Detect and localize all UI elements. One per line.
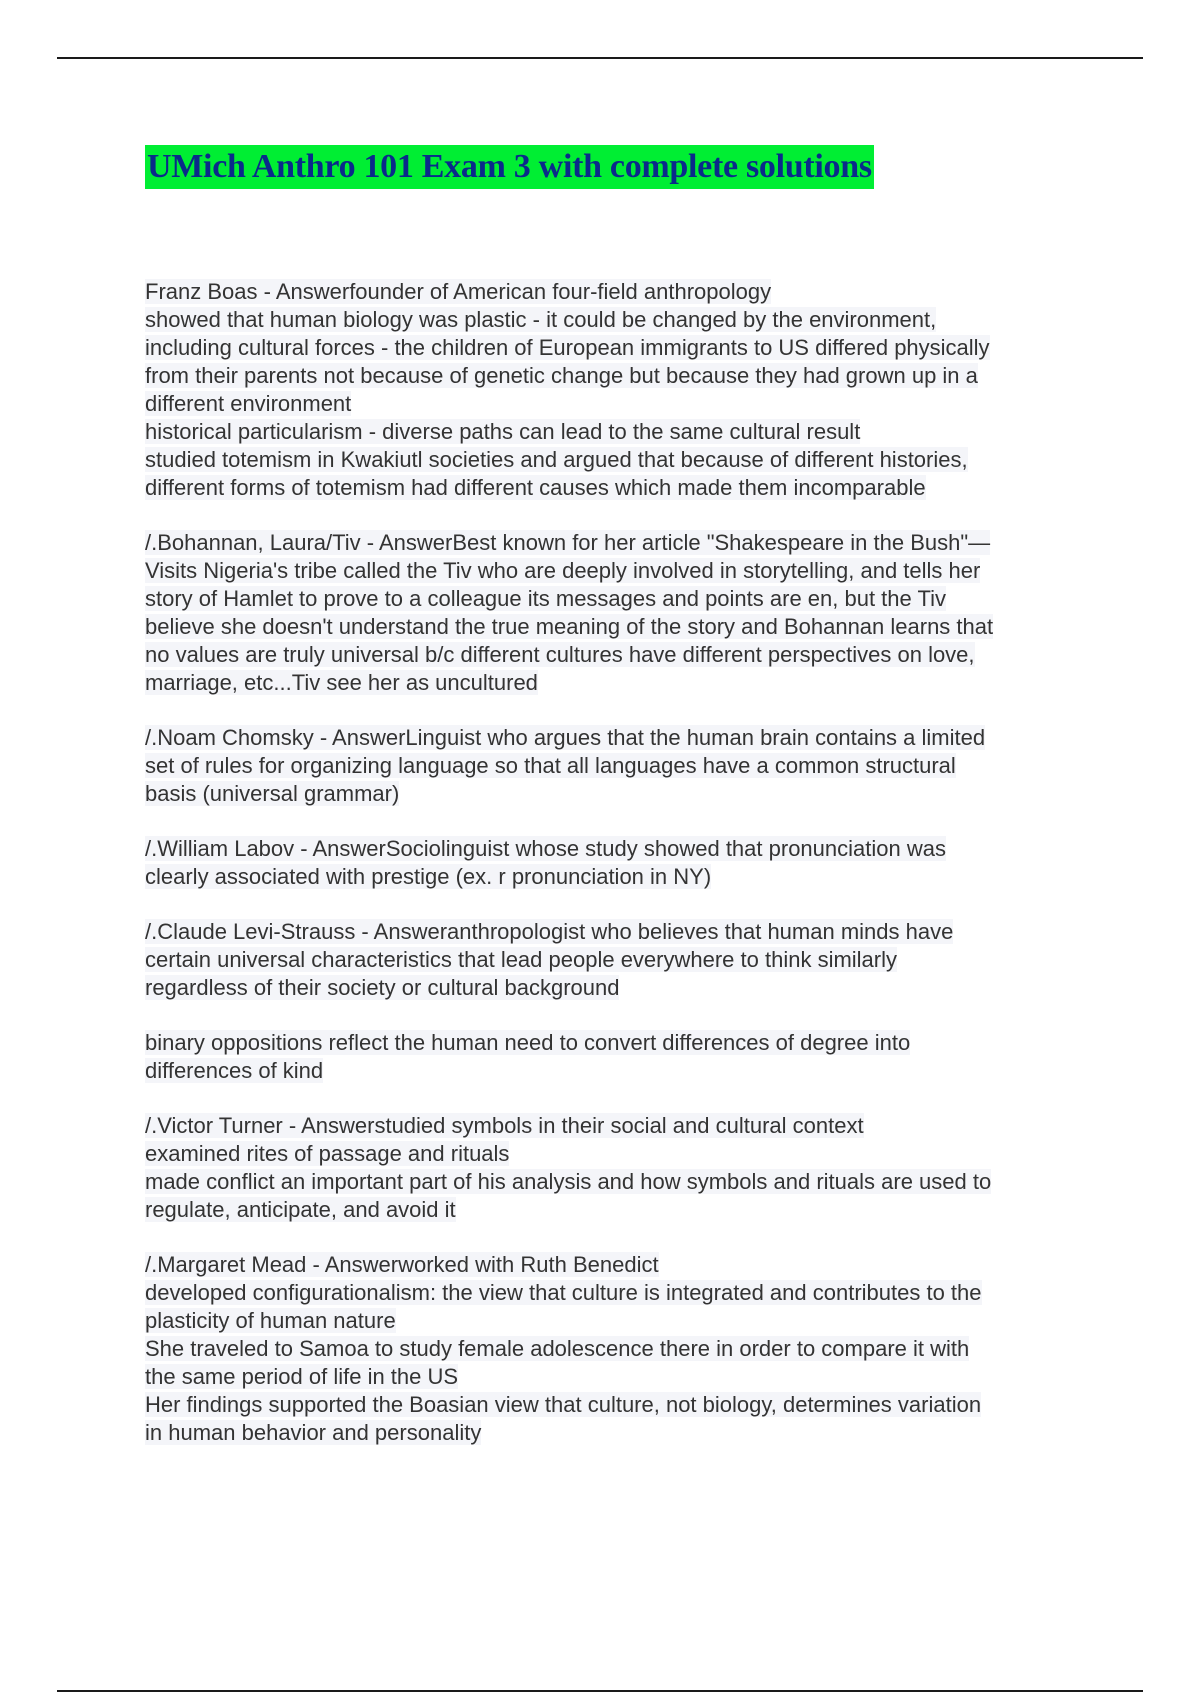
title-block <box>145 145 874 189</box>
entry-line <box>145 669 1085 697</box>
entry-line-text: regulate, anticipate, and avoid it <box>145 1197 456 1222</box>
entry-line-text: certain universal characteristics that lead people everywhere to think similarly <box>145 947 898 972</box>
entry-line <box>145 613 1085 641</box>
entry-line-text: She traveled to Samoa to study female adolescence there in order to compare it with <box>145 1336 970 1361</box>
entry-line-text: Franz Boas - Answerfounder of American four-field anthropology <box>145 279 772 304</box>
entry-line <box>145 474 1085 502</box>
entry-line-text: /.Noam Chomsky - AnswerLinguist who argues that the human brain contains a limited <box>145 725 986 750</box>
entry-line-text: clearly associated with prestige (ex. r pronunciation in NY) <box>145 864 712 889</box>
entry-line <box>145 780 1085 808</box>
bottom-rule <box>57 1690 1143 1692</box>
entry-line <box>145 974 1085 1002</box>
entry-line-text: believe she doesn't understand the true meaning of the story and Bohannan learns that <box>145 614 994 639</box>
entry-line-text: differences of kind <box>145 1058 324 1083</box>
entry-line-text: showed that human biology was plastic - it could be changed by the environment, <box>145 307 937 332</box>
entry-line <box>145 557 1085 585</box>
entry-line <box>145 418 1085 446</box>
qa-entry <box>145 724 1085 808</box>
entry-line <box>145 918 1085 946</box>
entry-line-text: binary oppositions reflect the human need to convert differences of degree into <box>145 1030 911 1055</box>
document-title: UMich Anthro 101 Exam 3 with complete solutions <box>145 145 874 189</box>
qa-entry <box>145 835 1085 891</box>
entry-line <box>145 641 1085 669</box>
entry-line-text: the same period of life in the US <box>145 1364 459 1389</box>
entry-line-text: including cultural forces - the children of European immigrants to US differed physically <box>145 335 990 360</box>
entry-line <box>145 390 1085 418</box>
qa-entry <box>145 1029 1085 1085</box>
entry-line <box>145 585 1085 613</box>
entry-line <box>145 752 1085 780</box>
entry-line-text: marriage, etc...Tiv see her as uncultured <box>145 670 538 695</box>
entry-line-text: regardless of their society or cultural background <box>145 975 620 1000</box>
top-rule <box>57 57 1143 59</box>
entry-line <box>145 362 1085 390</box>
entry-line <box>145 1168 1085 1196</box>
entry-line-text: examined rites of passage and rituals <box>145 1141 510 1166</box>
entry-line-text: plasticity of human nature <box>145 1308 396 1333</box>
entry-line-text: /.William Labov - AnswerSociolinguist whose study showed that pronunciation was <box>145 836 946 861</box>
entry-line <box>145 446 1085 474</box>
qa-entry <box>145 918 1085 1002</box>
entry-line-text: studied totemism in Kwakiutl societies and argued that because of different histories, <box>145 447 968 472</box>
entry-line <box>145 529 1085 557</box>
qa-entry <box>145 278 1085 502</box>
entry-line <box>145 1391 1085 1419</box>
entry-line <box>145 1335 1085 1363</box>
entry-line-text: story of Hamlet to prove to a colleague its messages and points are en, but the Tiv <box>145 586 946 611</box>
entry-line-text: in human behavior and personality <box>145 1420 482 1445</box>
entry-line-text: made conflict an important part of his analysis and how symbols and rituals are used to <box>145 1169 992 1194</box>
entry-line-text: basis (universal grammar) <box>145 781 400 806</box>
entry-line <box>145 1279 1085 1307</box>
entry-line <box>145 1112 1085 1140</box>
entry-line-text: developed configurationalism: the view that culture is integrated and contributes to the <box>145 1280 982 1305</box>
entry-line-text: different environment <box>145 391 352 416</box>
entry-line-text: /.Margaret Mead - Answerworked with Ruth Benedict <box>145 1252 659 1277</box>
entry-line <box>145 1419 1085 1447</box>
entry-line-text: /.Bohannan, Laura/Tiv - AnswerBest known for her article "Shakespeare in the Bush"— <box>145 530 991 555</box>
entry-line-text: set of rules for organizing language so that all languages have a common structural <box>145 753 956 778</box>
entry-line <box>145 724 1085 752</box>
entry-line <box>145 1057 1085 1085</box>
entry-line <box>145 278 1085 306</box>
entry-line <box>145 946 1085 974</box>
entry-line-text: different forms of totemism had different causes which made them incomparable <box>145 475 926 500</box>
entry-line <box>145 1140 1085 1168</box>
entry-line <box>145 334 1085 362</box>
entry-line <box>145 1029 1085 1057</box>
entry-line-text: no values are truly universal b/c different cultures have different perspectives on love, <box>145 642 975 667</box>
entry-line-text: historical particularism - diverse paths can lead to the same cultural result <box>145 419 861 444</box>
entry-line <box>145 1307 1085 1335</box>
entry-line-text: from their parents not because of genetic change but because they had grown up in a <box>145 363 978 388</box>
entry-line-text: Her findings supported the Boasian view that culture, not biology, determines variation <box>145 1392 982 1417</box>
qa-entry <box>145 1251 1085 1447</box>
entry-line <box>145 835 1085 863</box>
entry-line <box>145 1363 1085 1391</box>
qa-entry <box>145 1112 1085 1224</box>
entry-line-text: /.Victor Turner - Answerstudied symbols in their social and cultural context <box>145 1113 864 1138</box>
entry-line <box>145 1251 1085 1279</box>
qa-entry <box>145 529 1085 697</box>
entry-line <box>145 306 1085 334</box>
entry-line-text: /.Claude Levi-Strauss - Answeranthropologist who believes that human minds have <box>145 919 954 944</box>
entry-line <box>145 863 1085 891</box>
entry-line <box>145 1196 1085 1224</box>
entry-line-text: Visits Nigeria's tribe called the Tiv who are deeply involved in storytelling, and tells her <box>145 558 981 583</box>
document-body <box>145 278 1085 1474</box>
